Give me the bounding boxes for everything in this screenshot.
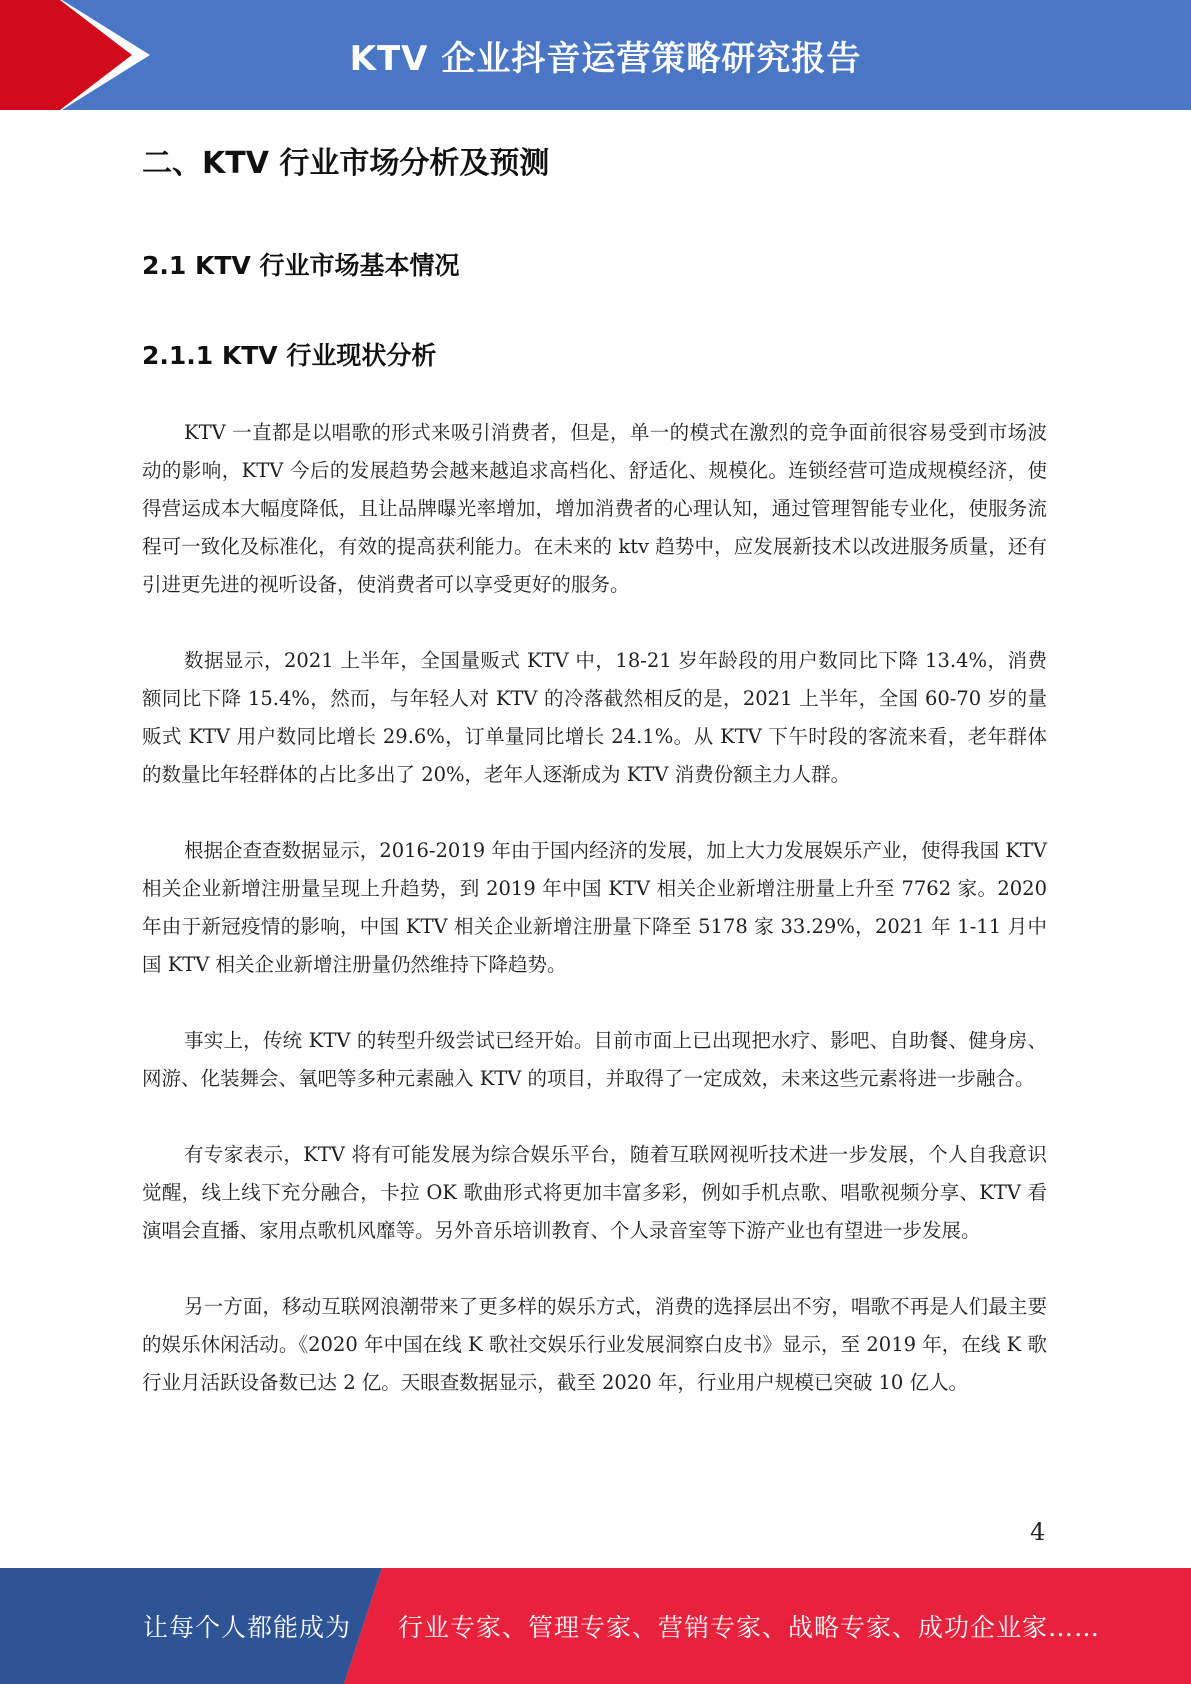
body-text [142, 414, 1047, 1440]
page-header-band [0, 0, 1191, 110]
section-heading: 2.1 KTV 行业市场基本情况 [142, 251, 460, 280]
report-title: KTV 企业抖音运营策略研究报告 [349, 38, 862, 79]
paragraph: 数据显示，2021 上半年，全国量贩式 KTV 中，18-21 岁年龄段的用户数同比下降 13.4%，消费额同比下降 15.4%，然而，与年轻人对 KTV 的冷落截然相反的是，2021 上半年，全国 60-70 岁的量贩式 KTV 用户数同比增长 29.6%，订单量同比增长 24.1%。从 KTV 下午时段的客流来看，老年群体的数量比年轻群体的占比多出了 20%，老年人逐渐成为 KTV 消费份额主力人群。 [142, 649, 1047, 786]
chapter-heading: 二、KTV 行业市场分析及预测 [142, 146, 550, 181]
paragraph: 有专家表示，KTV 将有可能发展为综合娱乐平台，随着互联网视听技术进一步发展，个人自我意识觉醒，线上线下充分融合，卡拉 OK 歌曲形式将更加丰富多彩，例如手机点歌、唱歌视频分享、KTV 看演唱会直播、家用点歌机风靡等。另外音乐培训教育、个人录音室等下游产业也有望进一步发展。 [142, 1143, 1047, 1242]
paragraph: 事实上，传统 KTV 的转型升级尝试已经开始。目前市面上已出现把水疗、影吧、自助餐、健身房、网游、化装舞会、氧吧等多种元素融入 KTV 的项目，并取得了一定成效，未来这些元素将进一步融合。 [142, 1029, 1047, 1090]
footer-slogan-left: 让每个人都能成为 [143, 1613, 352, 1642]
page-footer-band [0, 1568, 1191, 1684]
subsection-heading: 2.1.1 KTV 行业现状分析 [142, 341, 437, 370]
paragraph: KTV 一直都是以唱歌的形式来吸引消费者，但是，单一的模式在激烈的竞争面前很容易受到市场波动的影响，KTV 今后的发展趋势会越来越追求高档化、舒适化、规模化。连锁经营可造成规模经济，使得营运成本大幅度降低，且让品牌曝光率增加，增加消费者的心理认知，通过管理智能专业化，使服务流程可一致化及标准化，有效的提高获利能力。在未来的 ktv 趋势中，应发展新技术以改进服务质量，还有引进更先进的视听设备，使消费者可以享受更好的服务。 [142, 421, 1047, 596]
paragraph: 另一方面，移动互联网浪潮带来了更多样的娱乐方式，消费的选择层出不穷，唱歌不再是人们最主要的娱乐休闲活动。《2020 年中国在线 K 歌社交娱乐行业发展洞察白皮书》显示，至 2019 年，在线 K 歌行业月活跃设备数已达 2 亿。天眼查数据显示，截至 2020 年，行业用户规模已突破 10 亿人。 [142, 1295, 1047, 1394]
page-number: 4 [1030, 1518, 1046, 1546]
footer-slogan-right: 行业专家、管理专家、营销专家、战略专家、成功企业家…… [398, 1613, 1101, 1642]
paragraph: 根据企查查数据显示，2016-2019 年由于国内经济的发展，加上大力发展娱乐产业，使得我国 KTV 相关企业新增注册量呈现上升趋势，到 2019 年中国 KTV 相关企业新增注册量上升至 7762 家。2020 年由于新冠疫情的影响，中国 KTV 相关企业新增注册量下降至 5178 家 33.29%，2021 年 1-11 月中国 KTV 相关企业新增注册量仍然维持下降趋势。 [142, 839, 1047, 976]
